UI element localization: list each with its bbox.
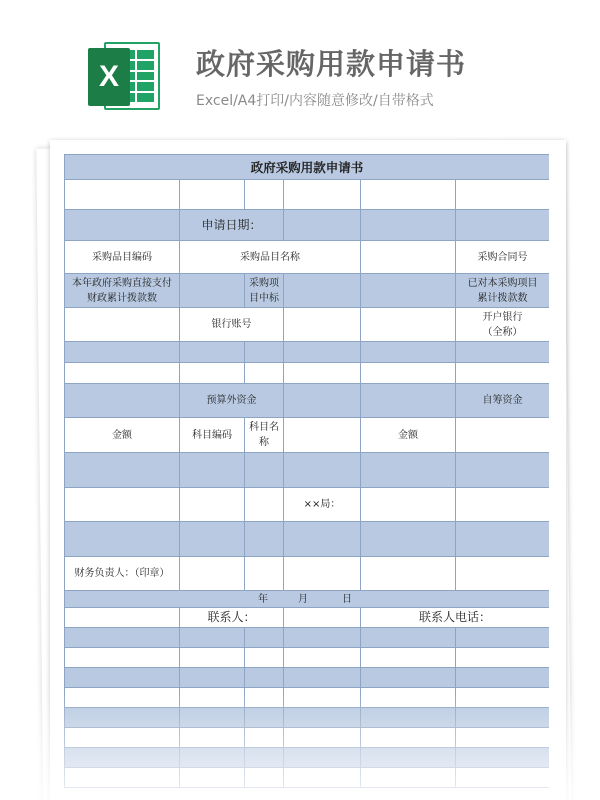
table-row: [65, 342, 550, 363]
open-bank-label-line2: （全称）: [482, 326, 523, 338]
cell[interactable]: [284, 418, 361, 453]
cell[interactable]: [456, 522, 550, 557]
cell[interactable]: [65, 488, 180, 522]
cell[interactable]: [284, 342, 361, 363]
cell[interactable]: [65, 608, 180, 628]
cell[interactable]: [245, 342, 284, 363]
table-row: [65, 688, 550, 708]
cell[interactable]: [284, 308, 361, 342]
annual-paid-label-line2: 财政累计拨款数: [87, 292, 157, 304]
table-row: [65, 708, 550, 728]
page-title: 政府采购用款申请书: [196, 47, 467, 81]
table-row: [65, 522, 550, 557]
cell[interactable]: [180, 274, 245, 308]
cell[interactable]: [180, 557, 245, 591]
cell[interactable]: [361, 180, 456, 210]
table-row: [65, 608, 550, 628]
cell[interactable]: [284, 522, 361, 557]
cell[interactable]: [245, 488, 284, 522]
cell[interactable]: [245, 180, 284, 210]
project-label: [245, 274, 284, 308]
paid-this-label: [456, 274, 550, 308]
table-row: [65, 241, 550, 274]
table-row: [65, 488, 550, 522]
cell[interactable]: [284, 180, 361, 210]
project-label-line1: 采购项: [249, 277, 279, 289]
cell[interactable]: [456, 363, 550, 384]
cell[interactable]: [245, 363, 284, 384]
annual-paid-label-line1: 本年政府采购直接支付: [72, 277, 172, 289]
cell[interactable]: [361, 363, 456, 384]
cell[interactable]: [284, 608, 361, 628]
self-fund-label: 自筹资金: [456, 384, 550, 418]
contact-label: 联系人：: [180, 608, 284, 628]
annual-paid-label: [65, 274, 180, 308]
cell[interactable]: [65, 342, 180, 363]
contract-no-label: 采购合同号: [456, 241, 550, 274]
open-bank-label: [456, 308, 550, 342]
cell[interactable]: [65, 522, 180, 557]
subject-code-label: 科目编码: [180, 418, 245, 453]
table-row: [65, 384, 550, 418]
table-row: [65, 210, 550, 241]
cell[interactable]: [284, 557, 361, 591]
contact-phone-label: 联系人电话：: [361, 608, 550, 628]
table-row: [65, 363, 550, 384]
cell[interactable]: [361, 488, 456, 522]
cell[interactable]: [245, 453, 284, 488]
project-label-line2: 目中标: [249, 292, 279, 304]
table-row: [65, 418, 550, 453]
cell[interactable]: [456, 180, 550, 210]
bank-account-label: 银行账号: [180, 308, 284, 342]
apply-date-label: 申请日期：: [180, 210, 284, 241]
table-row: [65, 728, 550, 748]
paid-this-label-line2: 累计拨款数: [477, 292, 528, 304]
form-title: 政府采购用款申请书: [65, 155, 550, 180]
cell[interactable]: [180, 180, 245, 210]
paid-this-label-line1: 已对本采购项目: [467, 277, 538, 289]
item-name-label: 采购品目名称: [180, 241, 361, 274]
excel-logo-icon: [88, 36, 160, 116]
cell[interactable]: [65, 180, 180, 210]
spreadsheet-form: [64, 154, 549, 800]
cell[interactable]: [361, 241, 456, 274]
table-row: [65, 308, 550, 342]
table-row: [65, 628, 550, 648]
cell[interactable]: [361, 210, 456, 241]
cell[interactable]: [284, 210, 361, 241]
cell[interactable]: [456, 342, 550, 363]
cell[interactable]: [65, 210, 180, 241]
table-row: [65, 453, 550, 488]
cell[interactable]: [361, 557, 456, 591]
cell[interactable]: [361, 384, 456, 418]
table-row: [65, 180, 550, 210]
table-row: [65, 668, 550, 688]
cell[interactable]: [284, 363, 361, 384]
table-row: [65, 768, 550, 788]
cell[interactable]: [456, 210, 550, 241]
bureau-label: ××局：: [284, 488, 361, 522]
cell[interactable]: [180, 488, 245, 522]
logo-letter: X: [88, 48, 130, 106]
finance-head-label: 财务负责人：（印章）: [65, 557, 180, 591]
cell[interactable]: [456, 488, 550, 522]
cell[interactable]: [361, 308, 456, 342]
cell[interactable]: [65, 384, 180, 418]
cell[interactable]: [361, 522, 456, 557]
cell[interactable]: [180, 522, 245, 557]
cell[interactable]: [65, 308, 180, 342]
form-table: [64, 154, 549, 788]
cell[interactable]: [456, 418, 550, 453]
cell[interactable]: [180, 363, 245, 384]
cell[interactable]: [180, 342, 245, 363]
table-row: [65, 155, 550, 180]
cell[interactable]: [456, 557, 550, 591]
page-subtitle: Excel/A4打印/内容随意修改/自带格式: [196, 93, 434, 109]
cell[interactable]: [361, 453, 456, 488]
subject-name-label-line2: 称: [259, 437, 269, 448]
table-row: [65, 748, 550, 768]
cell[interactable]: [65, 453, 180, 488]
amount-label: 金额: [65, 418, 180, 453]
table-row: [65, 648, 550, 668]
extra-budget-label: 预算外资金: [180, 384, 284, 418]
subject-name-label: [245, 418, 284, 453]
cell[interactable]: [180, 453, 245, 488]
cell[interactable]: [456, 453, 550, 488]
cell[interactable]: [284, 453, 361, 488]
table-row: [65, 557, 550, 591]
cell[interactable]: [245, 557, 284, 591]
cell[interactable]: [361, 342, 456, 363]
amount-label-2: 金额: [361, 418, 456, 453]
cell[interactable]: [65, 363, 180, 384]
item-code-label: 采购品目编码: [65, 241, 180, 274]
month-label: 月: [298, 593, 308, 605]
day-label: 日: [342, 593, 352, 605]
cell[interactable]: [361, 274, 456, 308]
table-row: [65, 591, 550, 608]
open-bank-label-line1: 开户银行: [482, 311, 523, 323]
cell[interactable]: [284, 274, 361, 308]
table-row: [65, 274, 550, 308]
subject-name-label-line1: 科目名: [249, 422, 279, 433]
cell[interactable]: [245, 522, 284, 557]
year-label: 年: [258, 593, 268, 605]
date-line: [65, 591, 550, 608]
cell[interactable]: [284, 384, 361, 418]
